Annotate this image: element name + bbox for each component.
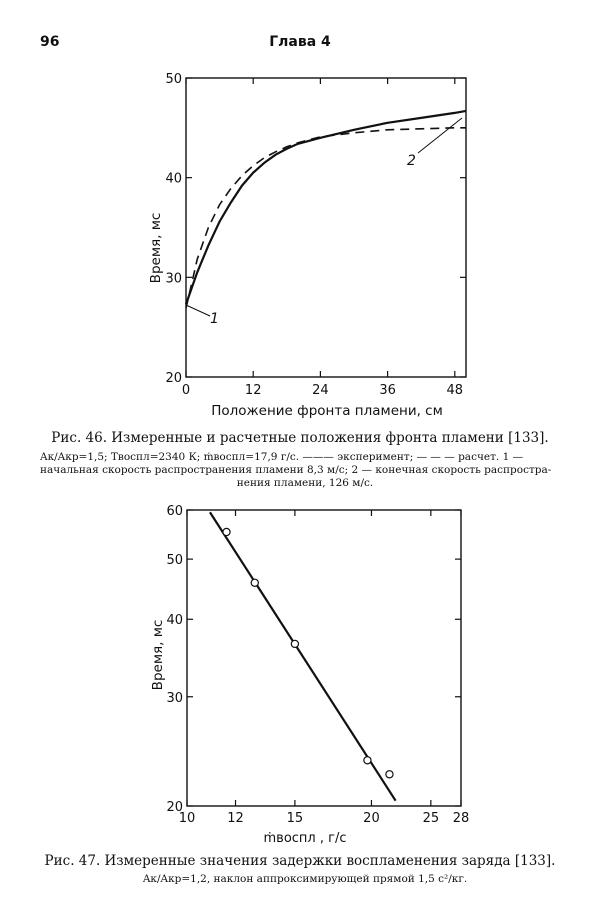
x-tick-label: 10	[178, 811, 196, 826]
figure-47-caption: Рис. 47. Измеренные значения задержки воспламенения заряда [133].	[44, 853, 556, 869]
data-point	[251, 579, 258, 586]
y-tick-label: 30	[165, 271, 182, 287]
data-point	[223, 528, 230, 535]
figure-46-notes-line-1: Aк/Aкр=1,5; Tвоспл=2340 К; ṁвоспл=17,9 г/с. ——— эксперимент; — — — расчет. 1 —	[40, 451, 524, 463]
y-tick-label: 30	[166, 690, 183, 706]
series-line-experiment	[186, 111, 466, 304]
y-axis-label: Время, мс	[150, 619, 166, 691]
y-tick-label: 40	[166, 613, 183, 629]
x-tick-label: 20	[363, 811, 380, 826]
x-tick-label: 12	[244, 383, 262, 398]
curve-label-1: 1	[210, 311, 219, 327]
data-point	[386, 771, 393, 778]
y-tick-label: 60	[166, 504, 183, 519]
data-point	[291, 640, 298, 647]
y-tick-label: 40	[165, 171, 182, 187]
plot-frame	[187, 510, 461, 806]
y-tick-label: 50	[165, 72, 182, 87]
leader-line-1	[186, 305, 210, 316]
x-tick-label: 0	[181, 383, 191, 398]
curve-label-2: 2	[407, 153, 416, 169]
y-tick-label: 50	[166, 553, 183, 569]
figure-46-notes	[40, 451, 570, 490]
y-axis-label: Время, мс	[148, 212, 164, 284]
figure-47-chart	[0, 495, 600, 855]
x-tick-label: 36	[379, 383, 396, 398]
plot-frame	[186, 78, 466, 377]
leader-line-2	[418, 118, 462, 153]
data-point	[364, 757, 371, 764]
y-tick-label: 20	[166, 800, 183, 815]
y-tick-label: 20	[165, 371, 182, 386]
chapter-title: Глава 4	[269, 34, 331, 50]
x-axis-label: ṁвоспл , г/с	[263, 831, 347, 846]
x-tick-label: 24	[312, 383, 329, 398]
figure-46-caption: Рис. 46. Измеренные и расчетные положения фронта пламени [133].	[51, 430, 549, 446]
x-tick-label: 15	[286, 811, 304, 826]
x-tick-label: 25	[422, 811, 440, 826]
series-line-calculation	[186, 128, 466, 308]
x-tick-label: 12	[227, 811, 244, 826]
x-axis-label: Положение фронта пламени, см	[211, 403, 443, 419]
x-tick-label: 48	[446, 383, 464, 398]
figure-46-notes-line-2: начальная скорость распространения пламени 8,3 м/с; 2 — конечная скорость распростра-	[40, 464, 552, 476]
figure-46-chart	[0, 0, 600, 420]
figure-46-notes-line-3: нения пламени, 126 м/с.	[236, 477, 374, 489]
page-number: 96	[40, 34, 60, 50]
x-tick-label: 28	[452, 811, 470, 826]
figure-47-notes: Aк/Aкр=1,2, наклон аппроксимирующей прямой 1,5 с²/кг.	[142, 873, 468, 885]
